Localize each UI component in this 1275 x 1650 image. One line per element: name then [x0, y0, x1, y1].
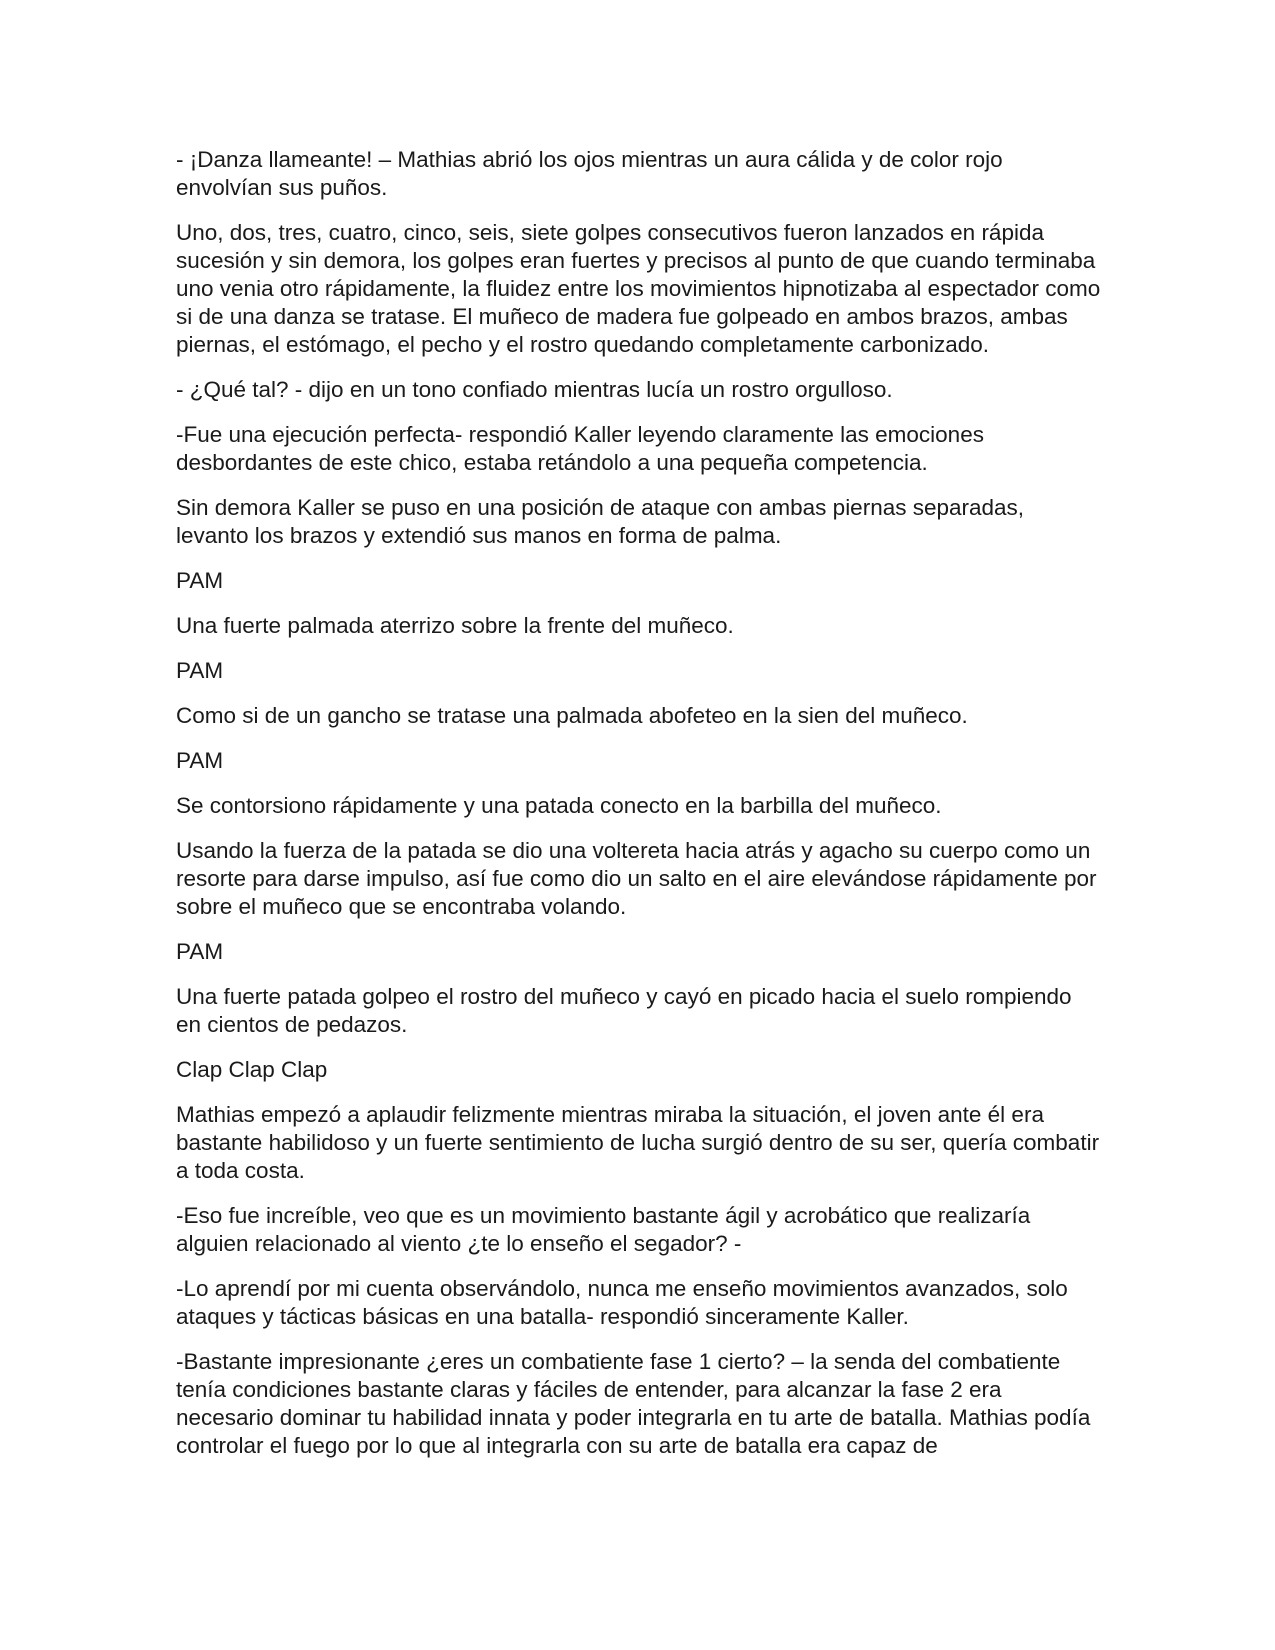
- paragraph: Sin demora Kaller se puso en una posición de ataque con ambas piernas separadas, levanto los brazos y extendió sus manos en forma de palma.: [176, 495, 1025, 548]
- paragraph: Una fuerte patada golpeo el rostro del muñeco y cayó en picado hacia el suelo rompiendo en cientos de pedazos.: [176, 984, 1072, 1037]
- sound-effect: PAM: [176, 658, 224, 683]
- sound-effect: PAM: [176, 748, 224, 773]
- paragraph: Como si de un gancho se tratase una palmada abofeteo en la sien del muñeco.: [176, 703, 968, 728]
- paragraph: -Eso fue increíble, veo que es un movimiento bastante ágil y acrobático que realizaría alguien relacionado al viento ¿te lo enseño el segador? -: [176, 1203, 1031, 1256]
- sound-effect: PAM: [176, 568, 224, 593]
- document-body: [176, 146, 1101, 1477]
- paragraph: - ¿Qué tal? - dijo en un tono confiado mientras lucía un rostro orgulloso.: [176, 377, 893, 402]
- paragraph: -Fue una ejecución perfecta- respondió Kaller leyendo claramente las emociones desbordantes de este chico, estaba retándolo a una pequeña competencia.: [176, 422, 984, 475]
- paragraph: -Lo aprendí por mi cuenta observándolo, nunca me enseño movimientos avanzados, solo ataques y tácticas básicas en una batalla- respondió sinceramente Kaller.: [176, 1276, 1068, 1329]
- paragraph: - ¡Danza llameante! – Mathias abrió los ojos mientras un aura cálida y de color rojo envolvían sus puños.: [176, 147, 1003, 200]
- sound-effect: PAM: [176, 939, 224, 964]
- sound-effect: Clap Clap Clap: [176, 1057, 328, 1082]
- paragraph: Se contorsiono rápidamente y una patada conecto en la barbilla del muñeco.: [176, 793, 942, 818]
- paragraph: Mathias empezó a aplaudir felizmente mientras miraba la situación, el joven ante él era bastante habilidoso y un fuerte sentimiento de lucha surgió dentro de su ser, quería combatir a toda costa.: [176, 1102, 1100, 1183]
- paragraph: -Bastante impresionante ¿eres un combatiente fase 1 cierto? – la senda del combatiente tenía condiciones bastante claras y fáciles de entender, para alcanzar la fase 2 era necesario dominar tu habilidad innata y poder integrarla en tu arte de batalla. Mathias podía controlar el fuego por lo que al integrarla con su arte de batalla era capaz de: [176, 1349, 1091, 1458]
- paragraph: Usando la fuerza de la patada se dio una voltereta hacia atrás y agacho su cuerpo como un resorte para darse impulso, así fue como dio un salto en el aire elevándose rápidamente por sobre el muñeco que se encontraba volando.: [176, 838, 1097, 919]
- paragraph: Una fuerte palmada aterrizo sobre la frente del muñeco.: [176, 613, 734, 638]
- paragraph: Uno, dos, tres, cuatro, cinco, seis, siete golpes consecutivos fueron lanzados en rápida sucesión y sin demora, los golpes eran fuertes y precisos al punto de que cuando terminaba uno venia otro rápidamente, la fluidez entre los movimientos hipnotizaba al espectador como si de una danza se tratase. El muñeco de madera fue golpeado en ambos brazos, ambas piernas, el estómago, el pecho y el rostro quedando completamente carbonizado.: [176, 220, 1101, 357]
